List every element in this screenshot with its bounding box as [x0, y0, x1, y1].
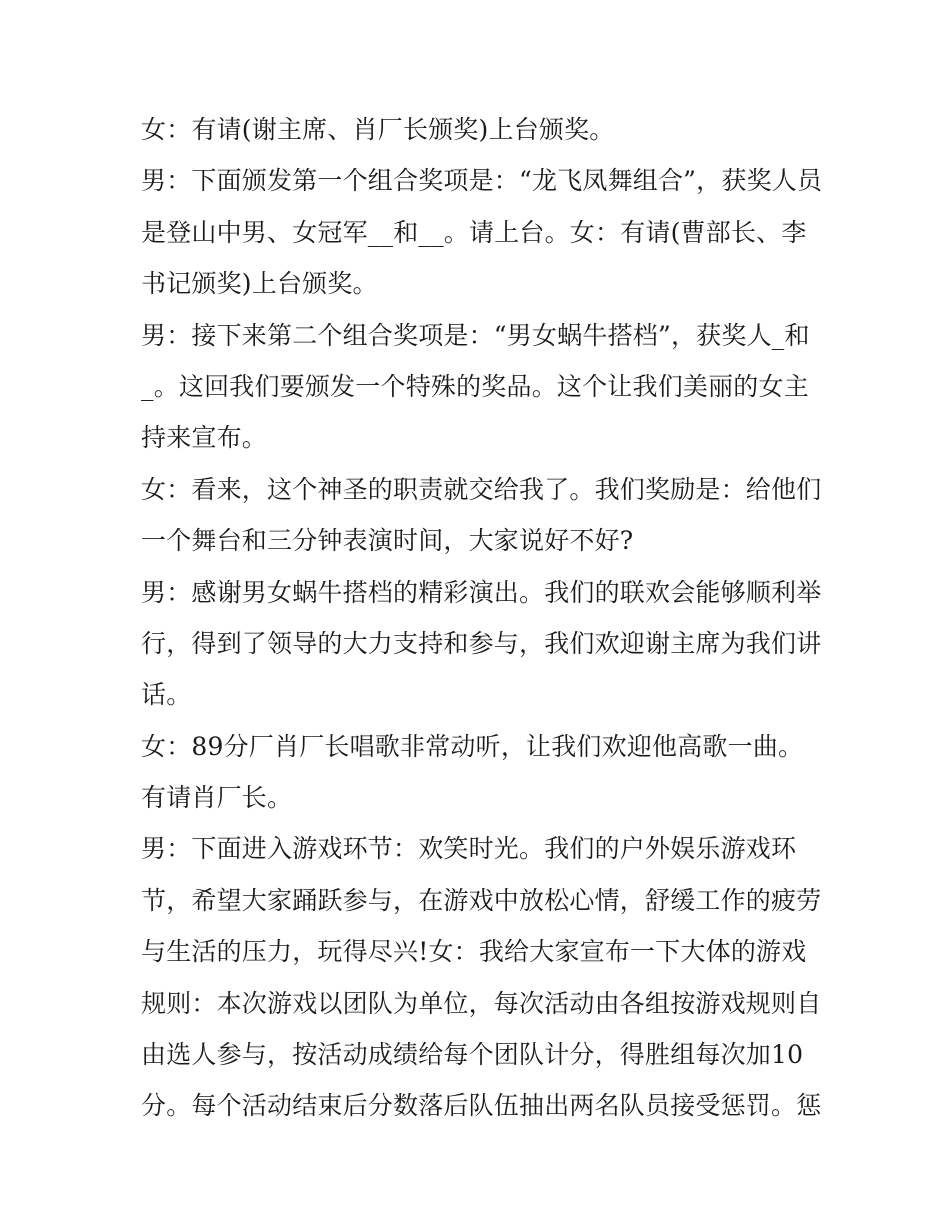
- text-line: 是登山中男、女冠军__和__。请上台。女：有请(曹部长、李: [141, 217, 807, 247]
- text-line: 一个舞台和三分钟表演时间，大家说好不好?: [141, 526, 634, 556]
- text-line: 女：有请(谢主席、肖厂长颁奖)上台颁奖。: [141, 115, 615, 144]
- text-line: 分。每个活动结束后分数落后队伍抽出两名队员接受惩罚。惩: [141, 1091, 822, 1121]
- text-line: _。这回我们要颁发一个特殊的奖品。这个让我们美丽的女主: [141, 371, 809, 401]
- text-line: 男：下面进入游戏环节：欢笑时光。我们的户外娱乐游戏环: [141, 834, 797, 864]
- document-body: [141, 104, 821, 1132]
- text-line: 女：89分厂肖厂长唱歌非常动听，让我们欢迎他高歌一曲。: [141, 731, 804, 761]
- text-line: 行，得到了领导的大力支持和参与，我们欢迎谢主席为我们讲: [141, 628, 822, 658]
- text-line: 女：看来，这个神圣的职责就交给我了。我们奖励是：给他们: [141, 474, 822, 504]
- text-line: 男：感谢男女蜗牛搭档的精彩演出。我们的联欢会能够顺利举: [141, 577, 822, 607]
- text-line: 持来宣布。: [141, 423, 268, 453]
- text-line: 规则：本次游戏以团队为单位，每次活动由各组按游戏规则自: [141, 988, 822, 1018]
- text-line: 有请肖厂长。: [141, 783, 293, 813]
- text-line: 节，希望大家踊跃参与，在游戏中放松心情，舒缓工作的疲劳: [141, 885, 822, 915]
- text-line: 男：接下来第二个组合奖项是：“男女蜗牛搭档”，获奖人_和: [141, 320, 810, 350]
- text-line: 话。: [141, 680, 192, 710]
- text-line: 书记颁奖)上台颁奖。: [141, 269, 378, 299]
- text-line: 由选人参与，按活动成绩给每个团队计分，得胜组每次加10: [141, 1040, 804, 1070]
- text-line: 男：下面颁发第一个组合奖项是：“龙飞凤舞组合”，获奖人员: [141, 166, 823, 196]
- text-line: 与生活的压力，玩得尽兴!女：我给大家宣布一下大体的游戏: [141, 937, 807, 967]
